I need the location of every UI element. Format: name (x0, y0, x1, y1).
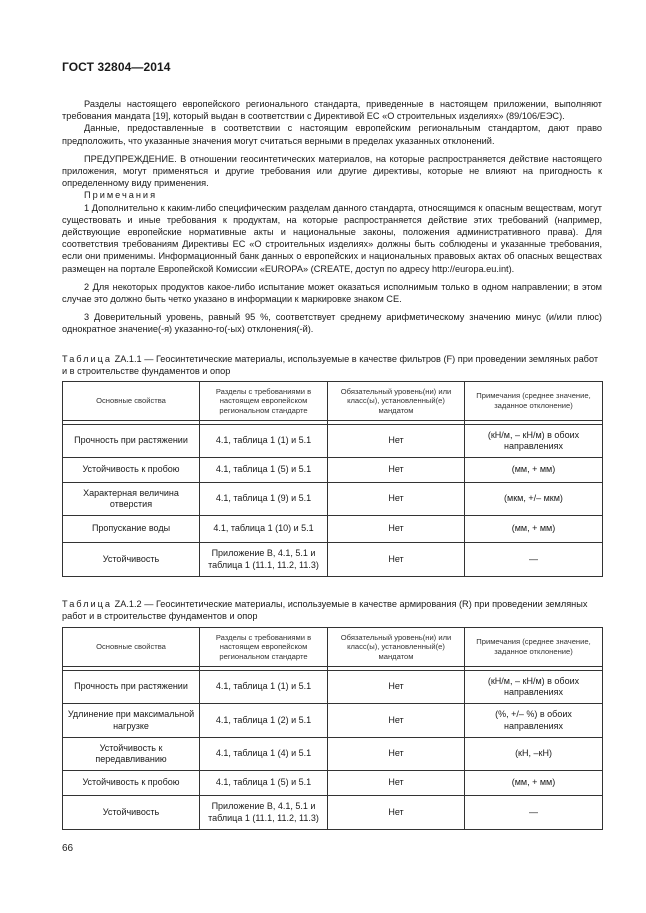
table1-header-cell: Примечания (среднее значение, заданное отклонение) (465, 382, 603, 421)
table-cell: Нет (328, 483, 465, 516)
table2-header-cell: Обязательный уровень(ни) или класс(ы), установленный(е) мандатом (328, 628, 465, 667)
table-cell: Прочность при растяжении (63, 425, 200, 458)
table1-caption-text: ZA.1.1 — Геосинтетические материалы, используемые в качестве фильтров (F) при проведении земляных работ и в строительстве фундаментов и опор (62, 354, 599, 376)
table2-header-cell: Основные свойства (63, 628, 200, 667)
table-cell: Прочность при растяжении (63, 671, 200, 704)
table-cell: — (465, 543, 603, 577)
table-cell: Нет (328, 796, 465, 830)
table-cell: Устойчивость к передавливанию (63, 738, 200, 771)
table-row (63, 738, 603, 771)
table-cell: Устойчивость (63, 796, 200, 830)
table-cell: Нет (328, 543, 465, 577)
intro-paragraph-1: Разделы настоящего европейского регионального стандарта, приведенные в настоящем приложении, выполняют требования мандата [19], который выдан в соответствии с Директивой ЕС «О строительных изделиях» (89/106/ЕЭС). (62, 99, 602, 122)
table-cell: Устойчивость к пробою (63, 771, 200, 796)
warning-paragraph: ПРЕДУПРЕЖДЕНИЕ. В отношении геосинтетических материалов, на которые распространяется действие настоящего приложения, могут применяться и другие требования или другие директивы, которые не влияют на пригодность к определенному виду применения. (62, 153, 602, 189)
table1 (62, 381, 603, 577)
table2-header-row (63, 628, 603, 667)
table-cell: (мм, + мм) (465, 771, 603, 796)
table1-header-cell: Обязательный уровень(ни) или класс(ы), установленный(е) мандатом (328, 382, 465, 421)
table-cell: Пропускание воды (63, 516, 200, 543)
table-cell: Устойчивость к пробою (63, 458, 200, 483)
table1-label: Таблица (62, 354, 113, 364)
table-cell: Нет (328, 738, 465, 771)
table-row (63, 458, 603, 483)
table-cell: Нет (328, 771, 465, 796)
intro-section (62, 98, 602, 336)
note-1: 1 Дополнительно к каким-либо специфическим разделам данного стандарта, относящимся к опасным веществам, могут существовать и иные требования к продуктам, на которые распространяется действие этих требований (например, действующие европейские нормативные акты и национальные законы, положения административного права). Для соответствия требованиям Директивы ЕС «О строительных изделиях» должны быть соблюдены и указанные требования, если они применимы. Информационный банк данных о европейских и национальных правовых актах об опасных веществах размещен на портале Европейской Комиссии «EUROPA» (CREATE, доступ по адресу http://europa.eu.int). (62, 202, 602, 274)
note-2: 2 Для некоторых продуктов какое-либо испытание может оказаться исполнимым только в одном направлении; в этом случае это должно быть четко указано в информации к маркировке знаком CE. (62, 281, 602, 305)
table-cell: (кН/м, – кН/м) в обоих направлениях (465, 425, 603, 458)
table2-header-cell: Примечания (среднее значение, заданное отклонение) (465, 628, 603, 667)
table-row (63, 483, 603, 516)
table-cell: Устойчивость (63, 543, 200, 577)
table-cell: (мкм, +/– мкм) (465, 483, 603, 516)
table-cell: Удлинение при максимальной нагрузке (63, 704, 200, 738)
intro-paragraph-2: Данные, предоставленные в соответствии с настоящим европейским региональным стандартом, дают право предположить, что указанные значения могут считаться верными в пределах указанных отклонений. (62, 123, 602, 146)
table-cell: 4.1, таблица 1 (1) и 5.1 (200, 671, 328, 704)
table-cell: (кН, –кН) (465, 738, 603, 771)
table-cell: 4.1, таблица 1 (2) и 5.1 (200, 704, 328, 738)
table2-caption-text: ZA.1.2 — Геосинтетические материалы, используемые в качестве армирования (R) при проведении земляных работ и в строительстве фундаментов и опор (62, 599, 588, 621)
table-row (63, 796, 603, 830)
table1-caption (62, 353, 602, 377)
table2 (62, 627, 603, 830)
table-cell: Нет (328, 458, 465, 483)
table1-header-cell: Разделы с требованиями в настоящем европейском региональном стандарте (200, 382, 328, 421)
table-cell: Приложение В, 4.1, 5.1 и таблица 1 (11.1, 11.2, 11.3) (200, 543, 328, 577)
table-cell: (мм, + мм) (465, 458, 603, 483)
table2-header-cell: Разделы с требованиями в настоящем европейском региональном стандарте (200, 628, 328, 667)
table-cell: 4.1, таблица 1 (10) и 5.1 (200, 516, 328, 543)
table-cell: Приложение В, 4.1, 5.1 и таблица 1 (11.1, 11.2, 11.3) (200, 796, 328, 830)
table-row (63, 543, 603, 577)
table-cell: 4.1, таблица 1 (1) и 5.1 (200, 425, 328, 458)
table1-header-cell: Основные свойства (63, 382, 200, 421)
table-cell: 4.1, таблица 1 (5) и 5.1 (200, 771, 328, 796)
table-cell: (мм, + мм) (465, 516, 603, 543)
table-cell: Нет (328, 516, 465, 543)
table-cell: 4.1, таблица 1 (9) и 5.1 (200, 483, 328, 516)
table-row (63, 771, 603, 796)
table-cell: 4.1, таблица 1 (5) и 5.1 (200, 458, 328, 483)
note-3: 3 Доверительный уровень, равный 95 %, соответствует среднему арифметическому значению минус (и/или плюс) однократное значение(-я) указанно-го(-ых) отклонения(-й). (62, 312, 602, 335)
table2-caption (62, 598, 602, 622)
table-cell: Нет (328, 671, 465, 704)
table1-header-row (63, 382, 603, 421)
table-cell: 4.1, таблица 1 (4) и 5.1 (200, 738, 328, 771)
table-row (63, 704, 603, 738)
notes-heading: Примечания (84, 190, 158, 201)
table-cell: Нет (328, 425, 465, 458)
page-number: 66 (62, 843, 74, 854)
table-row (63, 516, 603, 543)
table-cell: Нет (328, 704, 465, 738)
table-cell: (кН/м, – кН/м) в обоих направлениях (465, 671, 603, 704)
table-row (63, 425, 603, 458)
document-header: ГОСТ 32804—2014 (62, 60, 171, 74)
table-cell: (%, +/– %) в обоих направлениях (465, 704, 603, 738)
table-cell: — (465, 796, 603, 830)
table-cell: Характерная величина отверстия (63, 483, 200, 516)
table-row (63, 671, 603, 704)
table2-label: Таблица (62, 599, 113, 609)
